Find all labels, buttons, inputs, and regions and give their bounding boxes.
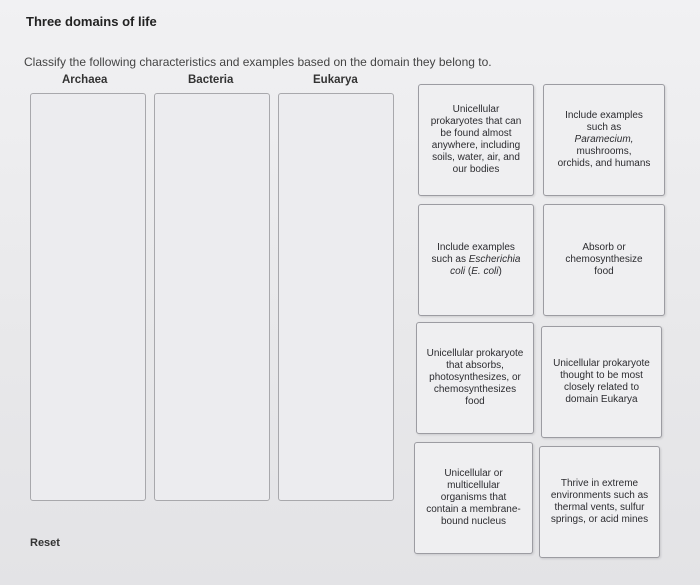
card-text-italic: Paramecium, [574, 134, 634, 145]
card-unicellular-prokaryotes-anywhere[interactable] [418, 84, 534, 196]
card-paramecium-mushrooms[interactable] [543, 84, 665, 196]
card-text: prokaryotes that can [430, 116, 522, 127]
card-text-italic: coli [450, 266, 466, 277]
card-text: chemosynthesize [565, 254, 643, 265]
card-text: mushrooms, [576, 146, 632, 157]
card-text-italic: E. coli [471, 266, 499, 277]
card-text: environments such as [550, 490, 649, 501]
column-header-eukarya: Eukarya [313, 74, 358, 86]
card-text: Absorb or [582, 242, 626, 253]
drop-zone-eukarya[interactable] [278, 93, 394, 501]
card-text-line [432, 266, 521, 278]
card-unicellular-prokaryote-absorbs[interactable] [416, 322, 534, 434]
card-text: Unicellular prokaryote [553, 358, 650, 369]
card-absorb-chemosynthesize[interactable] [543, 204, 665, 316]
card-extreme-environments[interactable] [539, 446, 660, 558]
card-text: be found almost [440, 128, 512, 139]
card-text: bound nucleus [440, 516, 507, 527]
card-text-line [550, 134, 658, 158]
card-text: such as [586, 122, 622, 133]
drop-zone-archaea[interactable] [30, 93, 146, 501]
card-text: thermal vents, sulfur [554, 502, 645, 513]
card-escherichia-coli[interactable] [418, 204, 534, 316]
drop-zone-bacteria[interactable] [154, 93, 270, 501]
card-text: food [465, 396, 485, 407]
card-text: Unicellular [452, 104, 500, 115]
card-related-to-eukarya[interactable] [541, 326, 662, 438]
card-text: photosynthesizes, or [429, 372, 521, 383]
card-text: orchids, and humans [557, 158, 651, 169]
card-text: food [594, 266, 614, 277]
card-text: Include examples [437, 242, 515, 253]
card-text-italic: Escherichia [468, 254, 521, 265]
card-text: ( [465, 266, 472, 277]
card-text: Include examples [565, 110, 643, 121]
card-text: chemosynthesizes [433, 384, 517, 395]
reset-button[interactable]: Reset [30, 537, 60, 549]
instructions-text: Classify the following characteristics and examples based on the domain they belong to. [24, 55, 492, 69]
card-text: our bodies [452, 164, 500, 175]
column-header-bacteria: Bacteria [188, 74, 234, 86]
card-text: organisms that [440, 492, 507, 503]
card-text: such as [431, 254, 469, 265]
card-text-line [432, 254, 521, 266]
card-text: anywhere, including [431, 140, 521, 151]
card-text: ) [498, 266, 502, 277]
card-membrane-bound-nucleus[interactable] [414, 442, 533, 554]
column-header-archaea: Archaea [62, 74, 108, 86]
card-text: domain Eukarya [565, 394, 638, 405]
card-text: that absorbs, [446, 360, 504, 371]
card-text: Unicellular or [444, 468, 503, 479]
card-text: Unicellular prokaryote [426, 348, 524, 359]
card-text: contain a membrane- [426, 504, 521, 515]
card-text: springs, or acid mines [550, 514, 649, 525]
card-text: Thrive in extreme [560, 478, 639, 489]
card-text: thought to be most [560, 370, 643, 381]
card-text: soils, water, air, and [432, 152, 520, 163]
page-title: Three domains of life [26, 14, 157, 29]
card-text: closely related to [563, 382, 640, 393]
card-text: multicellular [447, 480, 500, 491]
